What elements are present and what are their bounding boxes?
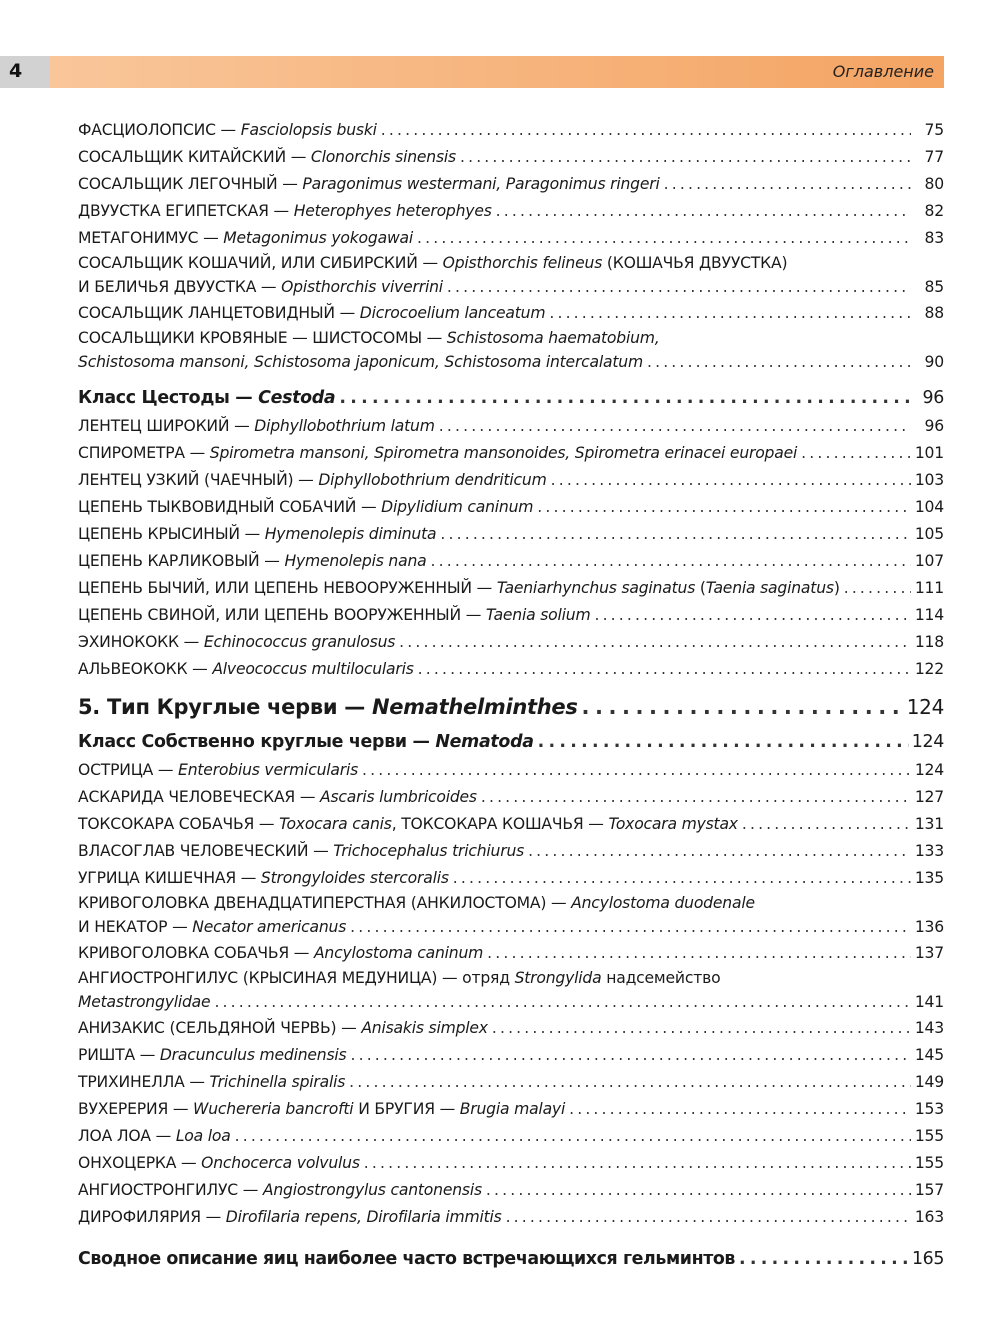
dot-leader [538, 725, 909, 759]
dot-leader [739, 1231, 909, 1287]
toc-page-number: 103 [914, 471, 944, 489]
toc-page-number: 135 [914, 869, 944, 887]
toc-entry[interactable]: ЦЕПЕНЬ КАРЛИКОВЫЙ — Hymenolepis nana . . . 107 [78, 548, 944, 575]
dot-leader [417, 225, 911, 252]
toc-page-number: 83 [924, 229, 944, 247]
dot-leader [364, 1150, 911, 1177]
toc-page-number: 85 [924, 278, 944, 296]
toc-entry[interactable]: ФАСЦИОЛОПСИС — Fasciolopsis buski . . . 75 [78, 117, 944, 144]
dot-leader [339, 381, 911, 415]
toc-entry[interactable]: ДВУУСТКА ЕГИПЕТСКАЯ — Heterophyes heterophyes . . . 82 [78, 198, 944, 225]
dot-leader [664, 171, 911, 198]
toc-page-number: 96 [922, 388, 944, 408]
toc-page-number: 137 [914, 944, 944, 962]
dot-leader [439, 413, 911, 440]
toc-page-number: 101 [914, 444, 944, 462]
dot-leader [440, 521, 911, 548]
toc-entry[interactable]: СОСАЛЬЩИК ЛЕГОЧНЫЙ — Paragonimus westermani, Paragonimus ringeri . . . 80 [78, 171, 944, 198]
dot-leader [594, 602, 911, 629]
running-header [0, 56, 944, 88]
toc-page-number: 107 [914, 552, 944, 570]
toc-entry[interactable]: СПИРОМЕТРА — Spirometra mansoni, Spirometra mansonoides, Spirometra erinacei europaei . . . 101 [78, 440, 944, 467]
dot-leader [350, 914, 911, 940]
dot-leader [549, 300, 911, 327]
dot-leader [235, 1123, 911, 1150]
toc-page-number: 80 [924, 175, 944, 193]
dot-leader [528, 838, 911, 865]
toc-page-number: 155 [914, 1127, 944, 1145]
dot-leader [399, 629, 911, 656]
section-title: Оглавление [832, 62, 934, 81]
dot-leader [742, 811, 911, 838]
toc-entry[interactable]: УГРИЦА КИШЕЧНАЯ — Strongyloides stercoralis . . . 135 [78, 865, 944, 892]
toc-entry[interactable]: ОСТРИЦА — Enterobius vermicularis . . . 124 [78, 757, 944, 784]
toc-entry-multiline[interactable]: АНГИОСТРОНГИЛУС (КРЫСИНАЯ МЕДУНИЦА) — отряд Strongylida надсемейство Metastrongylidae . . . 141 [78, 967, 944, 1015]
toc-page-number: 143 [914, 1019, 944, 1037]
toc-page-number: 88 [924, 304, 944, 322]
toc-entry[interactable]: АНГИОСТРОНГИЛУС — Angiostrongylus cantonensis . . . 157 [78, 1177, 944, 1204]
toc-entry-multiline[interactable]: СОСАЛЬЩИК КОШАЧИЙ, ИЛИ СИБИРСКИЙ — Opisthorchis felineus (КОШАЧЬЯ ДВУУСТКА) И БЕЛИЧЬЯ ДВУУСТКА — Opisthorchis viverrini . . . 85 [78, 252, 944, 300]
toc-page-number: 163 [914, 1208, 944, 1226]
dot-leader [537, 494, 911, 521]
toc-page-number: 118 [914, 633, 944, 651]
toc-entry[interactable]: КРИВОГОЛОВКА СОБАЧЬЯ — Ancylostoma caninum . . . 137 [78, 940, 944, 967]
dot-leader [447, 274, 911, 300]
toc-entry[interactable]: ЭХИНОКОКК — Echinococcus granulosus . . . 118 [78, 629, 944, 656]
page-number: 4 [9, 60, 23, 82]
dot-leader [506, 1204, 911, 1231]
dot-leader [350, 1042, 911, 1069]
header-band [50, 56, 944, 88]
toc-entry[interactable]: АЛЬВЕОКОКК — Alveococcus multilocularis . . . 122 [78, 656, 944, 683]
dot-leader [844, 575, 911, 602]
toc-page-number: 122 [914, 660, 944, 678]
toc-page-number: 114 [914, 606, 944, 624]
toc-entry[interactable]: ВУХЕРЕРИЯ — Wuchereria bancrofti И БРУГИЯ — Brugia malayi . . . 153 [78, 1096, 944, 1123]
dot-leader [801, 440, 911, 467]
toc-page-number: 104 [914, 498, 944, 516]
toc-page-number: 133 [914, 842, 944, 860]
toc-page-number: 165 [912, 1249, 944, 1269]
toc-page-number: 77 [924, 148, 944, 166]
toc-entry[interactable]: ЦЕПЕНЬ КРЫСИНЫЙ — Hymenolepis diminuta . . . 105 [78, 521, 944, 548]
toc-entry[interactable]: ТОКСОКАРА СОБАЧЬЯ — Toxocara canis, ТОКСОКАРА КОШАЧЬЯ — Toxocara mystax . . . 131 [78, 811, 944, 838]
page-number-box [0, 56, 50, 88]
dot-leader [492, 1015, 911, 1042]
toc-page-number: 124 [911, 732, 944, 752]
dot-leader [569, 1096, 911, 1123]
toc-page-number: 131 [914, 815, 944, 833]
toc-page-number: 75 [924, 121, 944, 139]
dot-leader [647, 349, 911, 375]
toc-entry[interactable]: ВЛАСОГЛАВ ЧЕЛОВЕЧЕСКИЙ — Trichocephalus trichiurus . . . 133 [78, 838, 944, 865]
toc-entry[interactable]: ТРИХИНЕЛЛА — Trichinella spiralis . . . 149 [78, 1069, 944, 1096]
dot-leader [496, 198, 911, 225]
toc-page-number: 82 [924, 202, 944, 220]
toc-page-number: 96 [924, 417, 944, 435]
toc-page-number: 111 [914, 579, 944, 597]
dot-leader [486, 1177, 911, 1204]
toc-class-heading[interactable]: Класс Собственно круглые черви — Nematoda . . . 124 [78, 725, 944, 757]
toc-page-number: 124 [906, 695, 944, 719]
toc-page-number: 145 [914, 1046, 944, 1064]
dot-leader [418, 656, 911, 683]
toc-page-number: 141 [914, 993, 944, 1011]
dot-leader [481, 784, 911, 811]
dot-leader [349, 1069, 911, 1096]
toc-page-number: 153 [914, 1100, 944, 1118]
toc-page-number: 149 [914, 1073, 944, 1091]
toc-entry[interactable]: ЦЕПЕНЬ СВИНОЙ, ИЛИ ЦЕПЕНЬ ВООРУЖЕННЫЙ — Taenia solium . . . 114 [78, 602, 944, 629]
table-of-contents [78, 117, 944, 1277]
toc-entry[interactable]: РИШТА — Dracunculus medinensis . . . 145 [78, 1042, 944, 1069]
toc-entry[interactable]: СОСАЛЬЩИК ЛАНЦЕТОВИДНЫЙ — Dicrocoelium lanceatum . . . 88 [78, 300, 944, 327]
toc-class-heading[interactable]: Класс Цестоды — Cestoda . . . 96 [78, 381, 944, 413]
toc-page-number: 124 [914, 761, 944, 779]
toc-page-number: 127 [914, 788, 944, 806]
dot-leader [453, 865, 911, 892]
dot-leader [487, 940, 911, 967]
toc-entry[interactable]: ЛОА ЛОА — Loa loa . . . 155 [78, 1123, 944, 1150]
dot-leader [431, 548, 911, 575]
toc-entry[interactable]: СОСАЛЬЩИК КИТАЙСКИЙ — Clonorchis sinensis . . . 77 [78, 144, 944, 171]
toc-entry[interactable]: ЦЕПЕНЬ ТЫКВОВИДНЫЙ СОБАЧИЙ — Dipylidium caninum . . . 104 [78, 494, 944, 521]
toc-entry[interactable]: ЛЕНТЕЦ ШИРОКИЙ — Diphyllobothrium latum . . . 96 [78, 413, 944, 440]
toc-page-number: 136 [914, 918, 944, 936]
toc-entry[interactable]: АНИЗАКИС (СЕЛЬДЯНОЙ ЧЕРВЬ) — Anisakis simplex . . . 143 [78, 1015, 944, 1042]
toc-chapter-heading[interactable]: 5. Тип Круглые черви — Nemathelminthes . . . 124 [78, 683, 944, 725]
toc-entry-multiline[interactable]: КРИВОГОЛОВКА ДВЕНАДЦАТИПЕРСТНАЯ (АНКИЛОСТОМА) — Ancylostoma duodenale И НЕКАТОР — Necator americanus . . . 136 [78, 892, 944, 940]
toc-page-number: 157 [914, 1181, 944, 1199]
toc-entry[interactable]: ЦЕПЕНЬ БЫЧИЙ, ИЛИ ЦЕПЕНЬ НЕВООРУЖЕННЫЙ — Taeniarhynchus saginatus (Taenia saginatus) . . . 111 [78, 575, 944, 602]
toc-page-number: 90 [924, 353, 944, 371]
dot-leader [582, 683, 904, 731]
toc-entry[interactable]: МЕТАГОНИМУС — Metagonimus yokogawai . . . 83 [78, 225, 944, 252]
toc-page-number: 105 [914, 525, 944, 543]
toc-entry[interactable]: ДИРОФИЛЯРИЯ — Dirofilaria repens, Dirofilaria immitis . . . 163 [78, 1204, 944, 1231]
toc-entry-multiline[interactable]: СОСАЛЬЩИКИ КРОВЯНЫЕ — ШИСТОСОМЫ — Schistosoma haematobium, Schistosoma mansoni, Schistosoma japonicum, Schistosoma intercalatum . . . 90 [78, 327, 944, 375]
dot-leader [214, 989, 911, 1015]
toc-entry[interactable]: ОНХОЦЕРКА — Onchocerca volvulus . . . 155 [78, 1150, 944, 1177]
dot-leader [362, 757, 911, 784]
dot-leader [381, 117, 911, 144]
toc-page-number: 155 [914, 1154, 944, 1172]
toc-summary-entry[interactable]: Сводное описание яиц наиболее часто встречающихся гельминтов . . . 165 [78, 1231, 944, 1277]
dot-leader [551, 467, 911, 494]
toc-entry[interactable]: АСКАРИДА ЧЕЛОВЕЧЕСКАЯ — Ascaris lumbricoides . . . 127 [78, 784, 944, 811]
toc-entry[interactable]: ЛЕНТЕЦ УЗКИЙ (ЧАЕЧНЫЙ) — Diphyllobothrium dendriticum . . . 103 [78, 467, 944, 494]
dot-leader [460, 144, 911, 171]
